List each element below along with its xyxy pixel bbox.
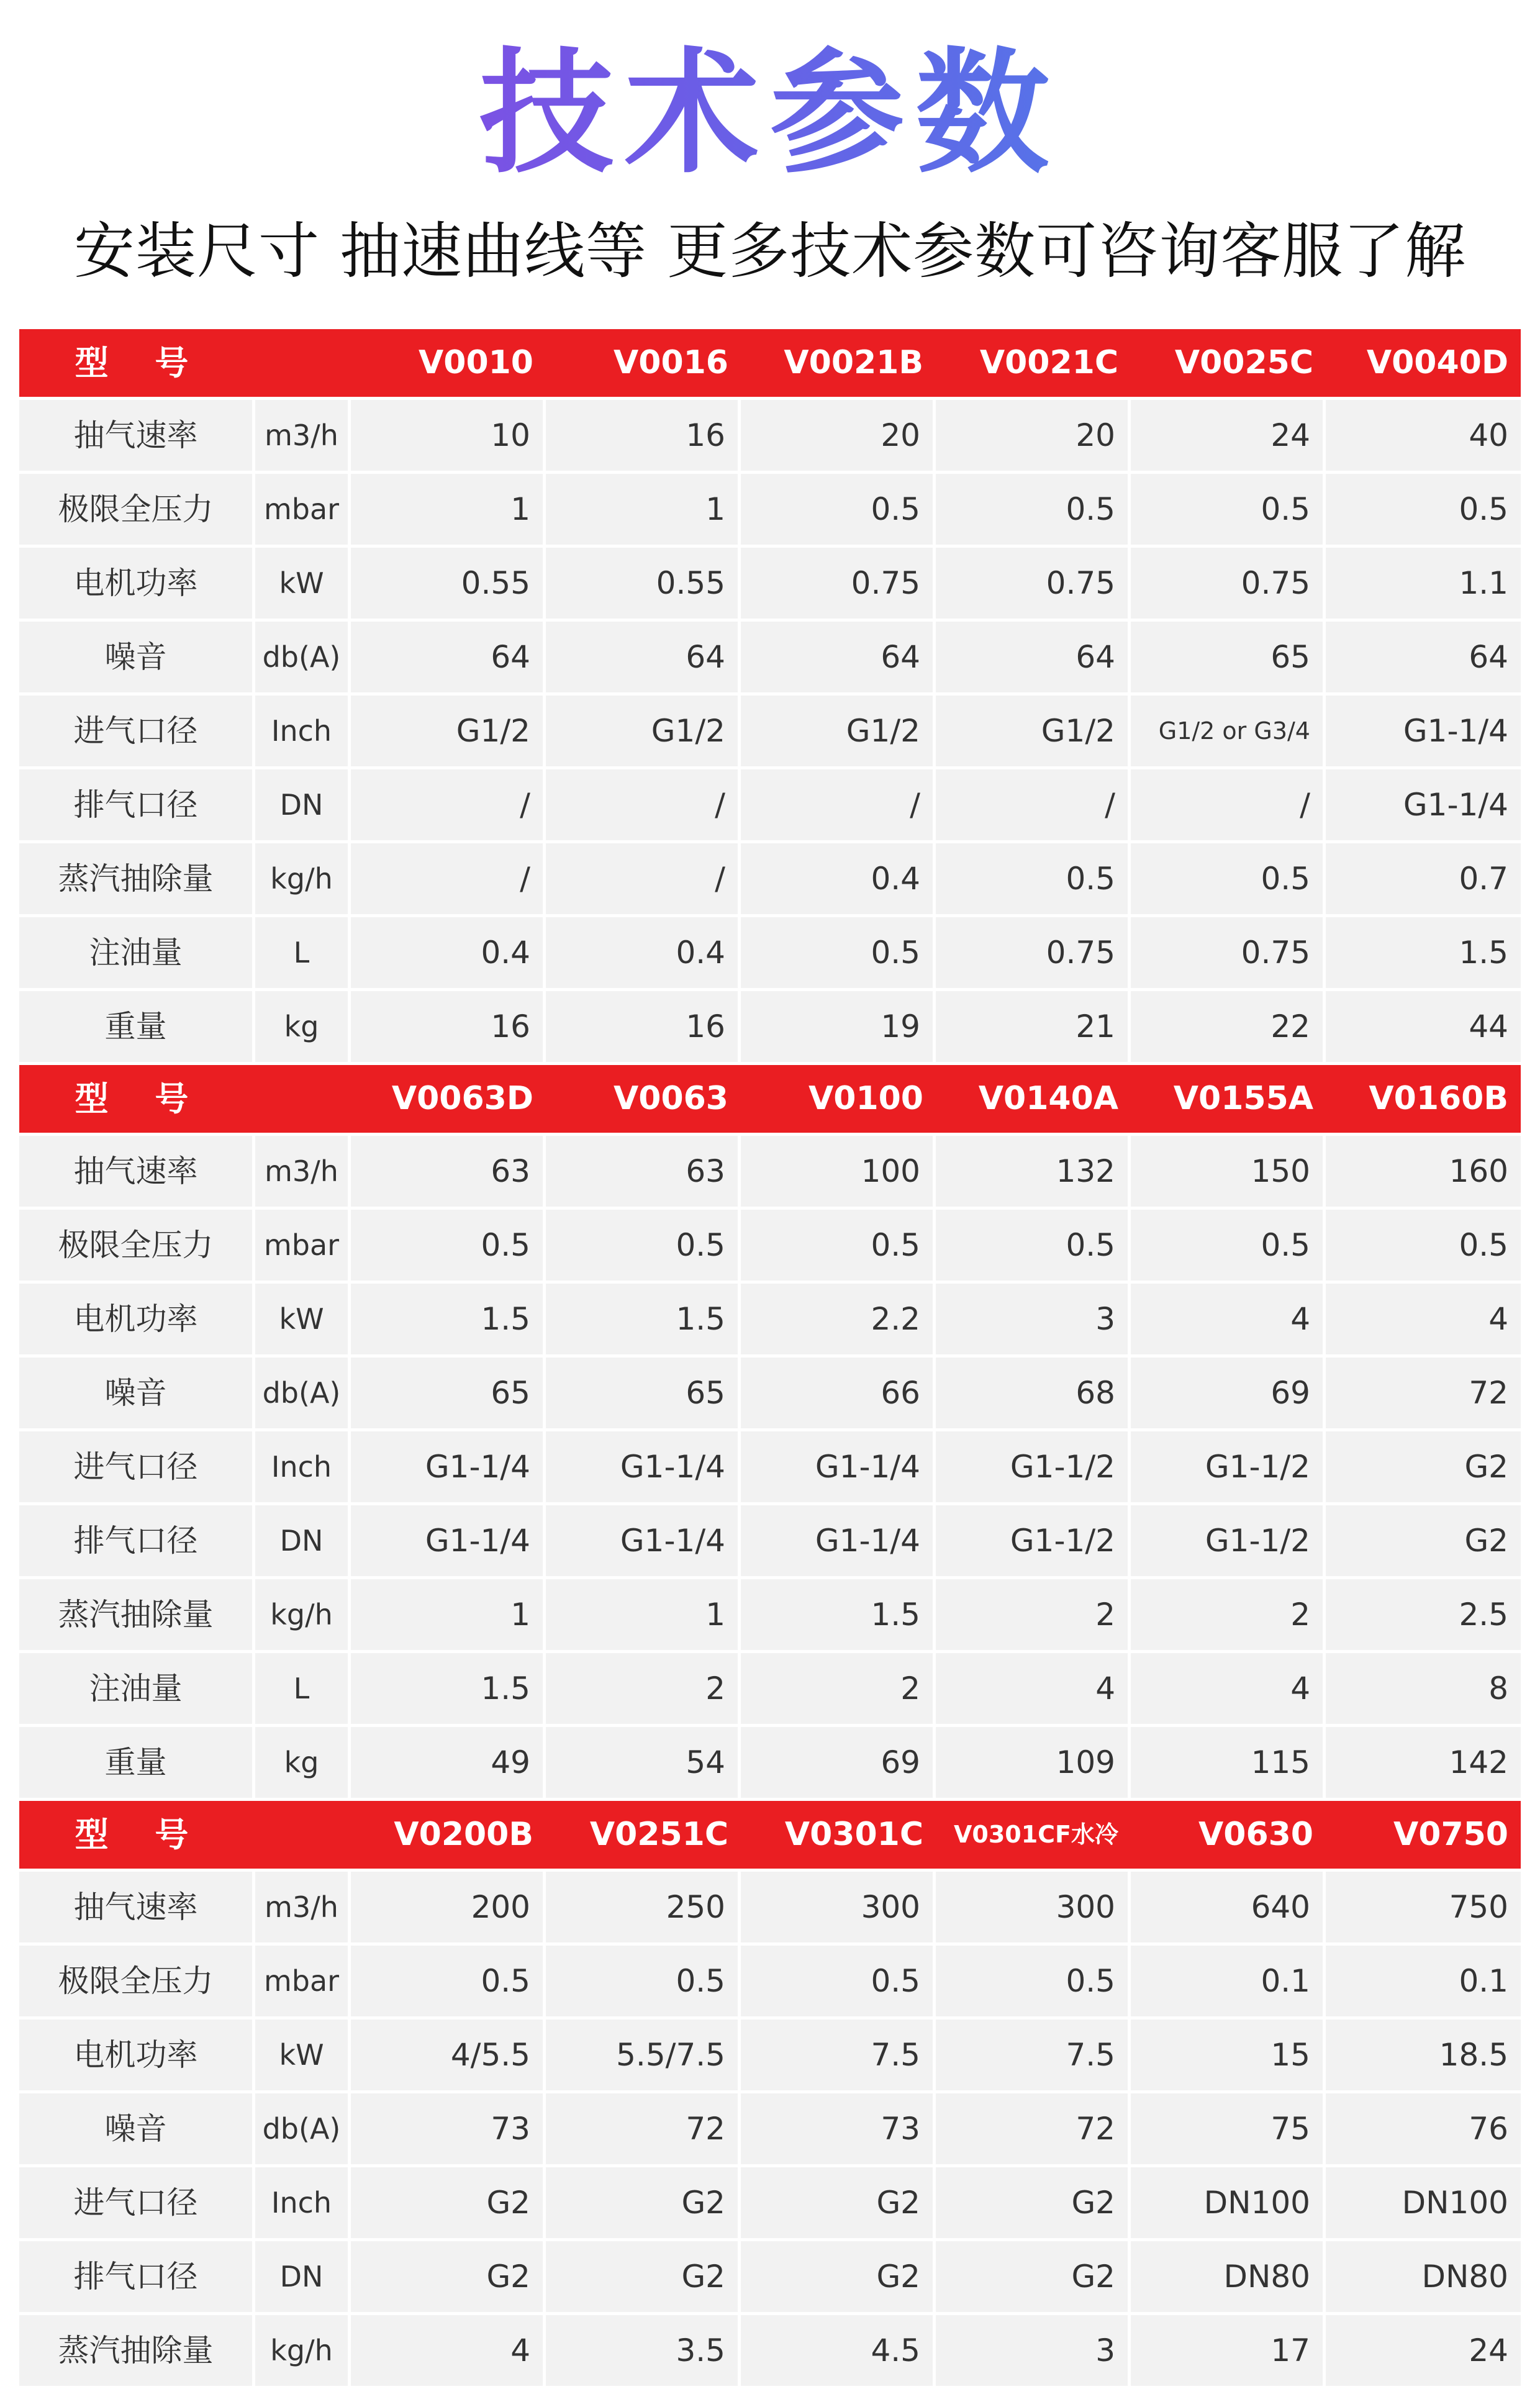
spec-table [19, 329, 1521, 2389]
spec-value: 20 [741, 400, 936, 471]
spec-value: / [546, 843, 741, 914]
unit-header-spacer [255, 1801, 351, 1869]
spec-value: 0.5 [546, 1946, 741, 2016]
spec-value: 160 [1326, 1136, 1521, 1207]
spec-name: 蒸汽抽除量 [19, 2315, 255, 2386]
spec-value: G2 [741, 2241, 936, 2312]
spec-name: 极限全压力 [19, 1210, 255, 1281]
spec-row [19, 696, 1521, 769]
spec-value: G2 [1326, 1505, 1521, 1576]
spec-value: 150 [1131, 1136, 1326, 1207]
spec-value: 73 [351, 2093, 546, 2164]
spec-value: / [546, 769, 741, 840]
spec-value: 0.4 [351, 917, 546, 988]
spec-value: 0.5 [351, 1946, 546, 2016]
model-name: V0021C [979, 344, 1118, 381]
spec-value: 44 [1326, 991, 1521, 1062]
spec-value: 20 [936, 400, 1131, 471]
spec-value: 0.55 [546, 548, 741, 619]
model-section [19, 329, 1521, 1065]
spec-value: 300 [741, 1872, 936, 1942]
spec-value: 4/5.5 [351, 2020, 546, 2090]
spec-unit: mbar [255, 1210, 351, 1281]
spec-value: 63 [351, 1136, 546, 1207]
spec-value: 75 [1131, 2093, 1326, 2164]
spec-name: 排气口径 [19, 1505, 255, 1576]
spec-value: 16 [351, 991, 546, 1062]
spec-name: 进气口径 [19, 1431, 255, 1502]
spec-name: 抽气速率 [19, 400, 255, 471]
model-name: V0063D [391, 1080, 533, 1117]
spec-value: 64 [351, 622, 546, 692]
spec-unit: kW [255, 1284, 351, 1354]
spec-value: G1-1/2 [936, 1505, 1131, 1576]
spec-value: 0.1 [1326, 1946, 1521, 2016]
spec-value: 72 [936, 2093, 1131, 2164]
spec-value: / [936, 769, 1131, 840]
spec-unit: DN [255, 1505, 351, 1576]
spec-value: 69 [741, 1727, 936, 1798]
spec-value: 0.75 [1131, 917, 1326, 988]
spec-value: G1/2 [546, 696, 741, 766]
spec-value: 132 [936, 1136, 1131, 1207]
model-name: V0155A [1173, 1080, 1313, 1117]
spec-value: 1 [546, 474, 741, 545]
spec-value: 15 [1131, 2020, 1326, 2090]
spec-value: 1.5 [1326, 917, 1521, 988]
model-section [19, 1065, 1521, 1801]
model-header-label: 型 号 [75, 1079, 206, 1118]
spec-value: G1-1/2 [1131, 1431, 1326, 1502]
spec-value: G1-1/4 [546, 1431, 741, 1502]
spec-row [19, 1210, 1521, 1284]
spec-value: 49 [351, 1727, 546, 1798]
model-header-label: 型 号 [75, 343, 206, 383]
spec-value: 0.5 [936, 1210, 1131, 1281]
spec-value: G2 [351, 2167, 546, 2238]
spec-value: 7.5 [936, 2020, 1131, 2090]
model-name: V0010 [419, 344, 533, 381]
spec-value: 2 [741, 1653, 936, 1724]
spec-value: G1-1/4 [351, 1431, 546, 1502]
spec-value: G1-1/2 [936, 1431, 1131, 1502]
spec-value: G1/2 [741, 696, 936, 766]
spec-value: 24 [1326, 2315, 1521, 2386]
model-name: V0063 [614, 1080, 728, 1117]
spec-value: 0.1 [1131, 1946, 1326, 2016]
spec-value: 1 [546, 1579, 741, 1650]
spec-value: / [351, 769, 546, 840]
spec-row [19, 1431, 1521, 1505]
spec-name: 电机功率 [19, 1284, 255, 1354]
spec-value: 0.5 [741, 1946, 936, 2016]
spec-value: G1-1/4 [1326, 696, 1521, 766]
spec-value: 65 [546, 1358, 741, 1428]
spec-row [19, 622, 1521, 696]
spec-value: G2 [546, 2241, 741, 2312]
spec-value: 24 [1131, 400, 1326, 471]
spec-name: 噪音 [19, 1358, 255, 1428]
spec-value: 40 [1326, 400, 1521, 471]
spec-name: 注油量 [19, 1653, 255, 1724]
spec-value: DN80 [1326, 2241, 1521, 2312]
spec-name: 重量 [19, 1727, 255, 1798]
spec-value: 5.5/7.5 [546, 2020, 741, 2090]
spec-value: 0.5 [351, 1210, 546, 1281]
spec-row [19, 1653, 1521, 1727]
spec-row [19, 991, 1521, 1065]
spec-value: G2 [1326, 1431, 1521, 1502]
model-header-row [19, 329, 1521, 400]
spec-row [19, 2020, 1521, 2093]
spec-unit: kg [255, 1727, 351, 1798]
page-title: 技术参数 [0, 42, 1540, 185]
spec-value: 16 [546, 400, 741, 471]
spec-row [19, 1579, 1521, 1653]
spec-row [19, 843, 1521, 917]
spec-row [19, 1136, 1521, 1210]
spec-value: 0.5 [546, 1210, 741, 1281]
model-header-row [19, 1801, 1521, 1872]
spec-value: G2 [936, 2241, 1131, 2312]
spec-row [19, 1358, 1521, 1431]
spec-value: 65 [351, 1358, 546, 1428]
spec-value: 21 [936, 991, 1131, 1062]
spec-value: 4 [1131, 1653, 1326, 1724]
spec-value: 19 [741, 991, 936, 1062]
spec-value: G1/2 [351, 696, 546, 766]
spec-value: 1.5 [351, 1284, 546, 1354]
spec-value: 0.5 [1326, 1210, 1521, 1281]
spec-unit: db(A) [255, 622, 351, 692]
spec-value: 66 [741, 1358, 936, 1428]
spec-value: / [741, 769, 936, 840]
spec-value: 0.5 [1131, 843, 1326, 914]
spec-value: 65 [1131, 622, 1326, 692]
spec-value: 7.5 [741, 2020, 936, 2090]
spec-value: G1-1/4 [741, 1431, 936, 1502]
model-section [19, 1801, 1521, 2389]
spec-value: 16 [546, 991, 741, 1062]
spec-unit: Inch [255, 2167, 351, 2238]
spec-unit: kg [255, 991, 351, 1062]
spec-value: 0.5 [741, 917, 936, 988]
spec-row [19, 1505, 1521, 1579]
spec-value: 0.5 [1131, 474, 1326, 545]
unit-header-spacer [255, 329, 351, 397]
model-name: V0160B [1369, 1080, 1508, 1117]
model-header-label: 型 号 [75, 1815, 206, 1854]
spec-value: 4 [1326, 1284, 1521, 1354]
spec-unit: Inch [255, 696, 351, 766]
spec-row [19, 1946, 1521, 2020]
spec-value: 200 [351, 1872, 546, 1942]
spec-unit: L [255, 1653, 351, 1724]
spec-unit: kg/h [255, 843, 351, 914]
spec-value: DN100 [1131, 2167, 1326, 2238]
spec-value: 68 [936, 1358, 1131, 1428]
spec-name: 蒸汽抽除量 [19, 1579, 255, 1650]
spec-row [19, 917, 1521, 991]
spec-name: 噪音 [19, 2093, 255, 2164]
spec-value: 64 [741, 622, 936, 692]
model-name: V0301C [784, 1816, 923, 1853]
spec-name: 进气口径 [19, 2167, 255, 2238]
spec-value: 73 [741, 2093, 936, 2164]
spec-value: 250 [546, 1872, 741, 1942]
spec-value: 0.7 [1326, 843, 1521, 914]
spec-row [19, 1872, 1521, 1946]
spec-value: 22 [1131, 991, 1326, 1062]
spec-value: 0.5 [1326, 474, 1521, 545]
spec-row [19, 2241, 1521, 2315]
model-name: V0016 [614, 344, 728, 381]
spec-value: 17 [1131, 2315, 1326, 2386]
spec-row [19, 2315, 1521, 2389]
spec-name: 排气口径 [19, 769, 255, 840]
spec-name: 电机功率 [19, 548, 255, 619]
model-name: V0750 [1393, 1816, 1508, 1853]
spec-value: 3 [936, 1284, 1131, 1354]
spec-value: 1.5 [546, 1284, 741, 1354]
spec-value: 18.5 [1326, 2020, 1521, 2090]
spec-value: 1 [351, 1579, 546, 1650]
spec-value: 115 [1131, 1727, 1326, 1798]
spec-name: 抽气速率 [19, 1136, 255, 1207]
spec-value: 0.4 [741, 843, 936, 914]
spec-value: 0.55 [351, 548, 546, 619]
spec-value: 72 [1326, 1358, 1521, 1428]
spec-value: 0.5 [741, 1210, 936, 1281]
spec-value: 69 [1131, 1358, 1326, 1428]
spec-value: G1-1/4 [1326, 769, 1521, 840]
spec-value: 0.5 [1131, 1210, 1326, 1281]
spec-value: 2 [1131, 1579, 1326, 1650]
spec-unit: DN [255, 2241, 351, 2312]
spec-name: 抽气速率 [19, 1872, 255, 1942]
spec-value: 0.5 [936, 843, 1131, 914]
spec-unit: L [255, 917, 351, 988]
spec-row [19, 548, 1521, 622]
model-name: V0630 [1198, 1816, 1313, 1853]
spec-value: 2 [936, 1579, 1131, 1650]
spec-unit: mbar [255, 474, 351, 545]
spec-row [19, 2093, 1521, 2167]
spec-value: 0.5 [741, 474, 936, 545]
spec-value: 4 [936, 1653, 1131, 1724]
spec-value: 300 [936, 1872, 1131, 1942]
spec-row [19, 1727, 1521, 1801]
model-name: V0251C [589, 1816, 728, 1853]
spec-value: 0.75 [936, 548, 1131, 619]
spec-value: G2 [741, 2167, 936, 2238]
spec-value: 1 [351, 474, 546, 545]
spec-value: G2 [936, 2167, 1131, 2238]
spec-value: 0.75 [936, 917, 1131, 988]
spec-unit: kg/h [255, 2315, 351, 2386]
spec-value: 1.5 [741, 1579, 936, 1650]
spec-name: 电机功率 [19, 2020, 255, 2090]
spec-value: 64 [1326, 622, 1521, 692]
spec-unit: kW [255, 548, 351, 619]
spec-value: 4.5 [741, 2315, 936, 2386]
spec-value: 142 [1326, 1727, 1521, 1798]
spec-row [19, 769, 1521, 843]
spec-value: 1.5 [351, 1653, 546, 1724]
spec-value: 10 [351, 400, 546, 471]
spec-unit: db(A) [255, 2093, 351, 2164]
spec-value: 0.5 [936, 1946, 1131, 2016]
spec-value: G1/2 [936, 696, 1131, 766]
spec-value: / [1131, 769, 1326, 840]
model-name: V0140A [978, 1080, 1118, 1117]
spec-name: 极限全压力 [19, 1946, 255, 2016]
spec-name: 排气口径 [19, 2241, 255, 2312]
spec-unit: m3/h [255, 1872, 351, 1942]
spec-value: DN80 [1131, 2241, 1326, 2312]
model-name: V0025C [1174, 344, 1313, 381]
model-name: V0301CF水冷 [953, 1821, 1118, 1848]
spec-value: 8 [1326, 1653, 1521, 1724]
spec-value: 0.75 [1131, 548, 1326, 619]
spec-name: 注油量 [19, 917, 255, 988]
model-name: V0021B [784, 344, 923, 381]
spec-value: 64 [546, 622, 741, 692]
spec-value: 4 [351, 2315, 546, 2386]
spec-value: 109 [936, 1727, 1131, 1798]
spec-name: 极限全压力 [19, 474, 255, 545]
spec-unit: kg/h [255, 1579, 351, 1650]
spec-row [19, 1284, 1521, 1358]
spec-value: 100 [741, 1136, 936, 1207]
spec-value: / [351, 843, 546, 914]
spec-name: 进气口径 [19, 696, 255, 766]
spec-value: G1-1/4 [546, 1505, 741, 1576]
spec-unit: db(A) [255, 1358, 351, 1428]
unit-header-spacer [255, 1065, 351, 1133]
spec-unit: DN [255, 769, 351, 840]
spec-value: 76 [1326, 2093, 1521, 2164]
spec-value: 1.1 [1326, 548, 1521, 619]
spec-value: 54 [546, 1727, 741, 1798]
spec-value: 750 [1326, 1872, 1521, 1942]
spec-value: G2 [351, 2241, 546, 2312]
spec-value: 640 [1131, 1872, 1326, 1942]
spec-value: G1-1/2 [1131, 1505, 1326, 1576]
spec-name: 重量 [19, 991, 255, 1062]
spec-value: 2.2 [741, 1284, 936, 1354]
spec-name: 噪音 [19, 622, 255, 692]
spec-unit: m3/h [255, 400, 351, 471]
spec-value: 63 [546, 1136, 741, 1207]
model-name: V0200B [394, 1816, 533, 1853]
model-header-row [19, 1065, 1521, 1136]
spec-value: 2.5 [1326, 1579, 1521, 1650]
spec-value: 3.5 [546, 2315, 741, 2386]
spec-row [19, 474, 1521, 548]
spec-unit: Inch [255, 1431, 351, 1502]
spec-value: G1-1/4 [741, 1505, 936, 1576]
spec-unit: kW [255, 2020, 351, 2090]
spec-unit: mbar [255, 1946, 351, 2016]
spec-row [19, 400, 1521, 474]
spec-unit: m3/h [255, 1136, 351, 1207]
spec-value: 64 [936, 622, 1131, 692]
spec-value: G1/2 or G3/4 [1131, 696, 1326, 766]
page-subtitle: 安装尺寸 抽速曲线等 更多技术参数可咨询客服了解 [73, 216, 1467, 287]
spec-value: 72 [546, 2093, 741, 2164]
spec-value: G2 [546, 2167, 741, 2238]
spec-value: 0.75 [741, 548, 936, 619]
spec-value: G1-1/4 [351, 1505, 546, 1576]
spec-value: 0.5 [936, 474, 1131, 545]
spec-row [19, 2167, 1521, 2241]
spec-name: 蒸汽抽除量 [19, 843, 255, 914]
spec-value: 3 [936, 2315, 1131, 2386]
spec-value: 4 [1131, 1284, 1326, 1354]
spec-value: 2 [546, 1653, 741, 1724]
model-name: V0100 [808, 1080, 923, 1117]
spec-value: 0.4 [546, 917, 741, 988]
model-name: V0040D [1366, 344, 1508, 381]
spec-value: DN100 [1326, 2167, 1521, 2238]
